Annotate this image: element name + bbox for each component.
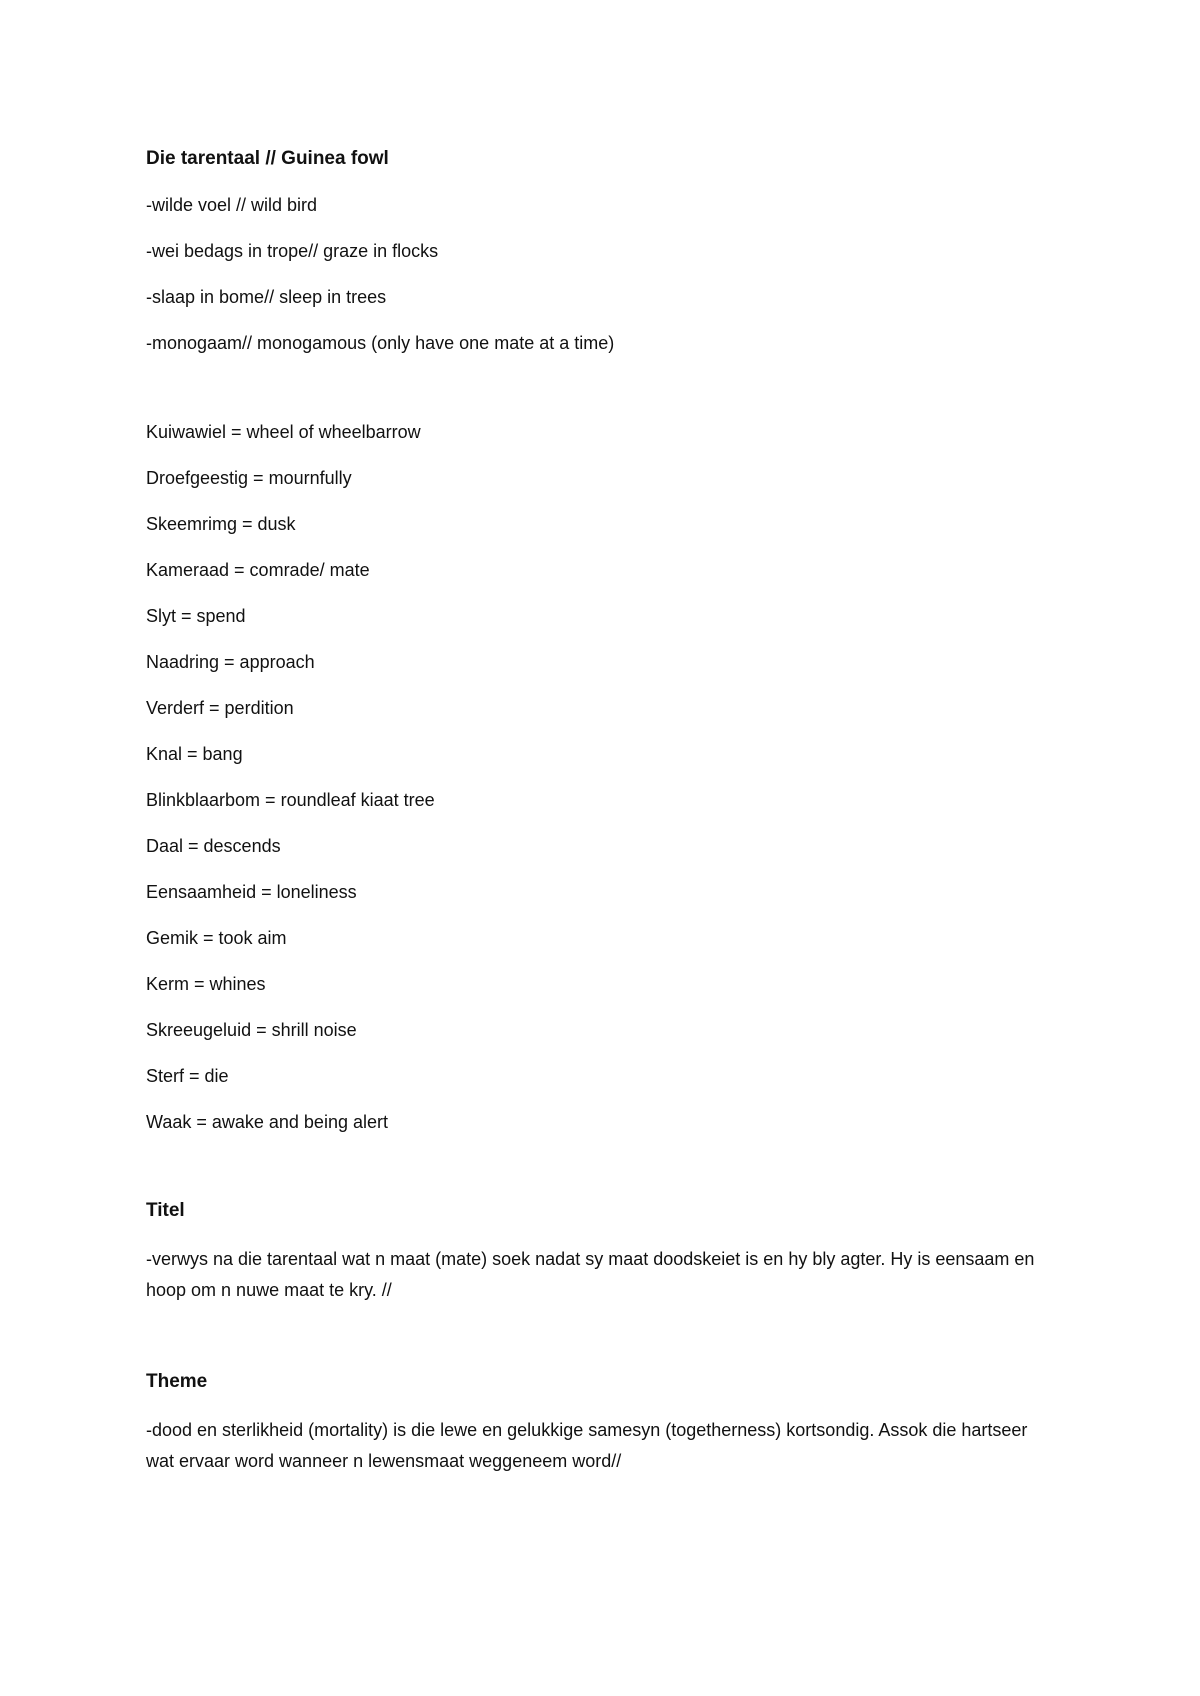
titel-paragraph: -verwys na die tarentaal wat n maat (mate) soek nadat sy maat doodskeiet is en hy bly agter. Hy is eensaam en hoop om n nuwe maat te kry. // (146, 1249, 1035, 1300)
vocab-item: Eensaamheid = loneliness (146, 882, 357, 902)
fact-item: -wilde voel // wild bird (146, 195, 318, 215)
fact-item: -monogaam// monogamous (only have one mate at a time) (146, 333, 615, 353)
vocab-item: Kameraad = comrade/ mate (146, 560, 370, 580)
vocab-item: Kerm = whines (146, 974, 266, 994)
facts-list (146, 192, 1046, 356)
vocab-item: Slyt = spend (146, 606, 246, 626)
fact-item: -wei bedags in trope// graze in flocks (146, 241, 439, 261)
vocab-item: Waak = awake and being alert (146, 1112, 388, 1132)
vocab-item: Gemik = took aim (146, 928, 287, 948)
vocab-item: Droefgeestig = mournfully (146, 468, 352, 488)
document-content (146, 146, 1046, 1477)
vocab-item: Skeemrimg = dusk (146, 514, 296, 534)
theme-heading: Theme (146, 1371, 208, 1392)
vocab-item: Blinkblaarbom = roundleaf kiaat tree (146, 790, 435, 810)
vocab-item: Naadring = approach (146, 652, 315, 672)
titel-heading: Titel (146, 1200, 185, 1221)
theme-paragraph: -dood en sterlikheid (mortality) is die lewe en gelukkige samesyn (togetherness) kortsondig. Assok die hartseer wat ervaar word wanneer n lewensmaat weggeneem word// (146, 1420, 1028, 1471)
section-title: Die tarentaal // Guinea fowl (146, 148, 389, 169)
vocab-item: Kuiwawiel = wheel of wheelbarrow (146, 422, 421, 442)
vocab-item: Verderf = perdition (146, 698, 294, 718)
vocab-item: Skreeugeluid = shrill noise (146, 1020, 357, 1040)
vocabulary-list (146, 419, 1046, 1135)
vocab-item: Daal = descends (146, 836, 281, 856)
fact-item: -slaap in bome// sleep in trees (146, 287, 387, 307)
vocab-item: Sterf = die (146, 1066, 229, 1086)
vocab-item: Knal = bang (146, 744, 243, 764)
